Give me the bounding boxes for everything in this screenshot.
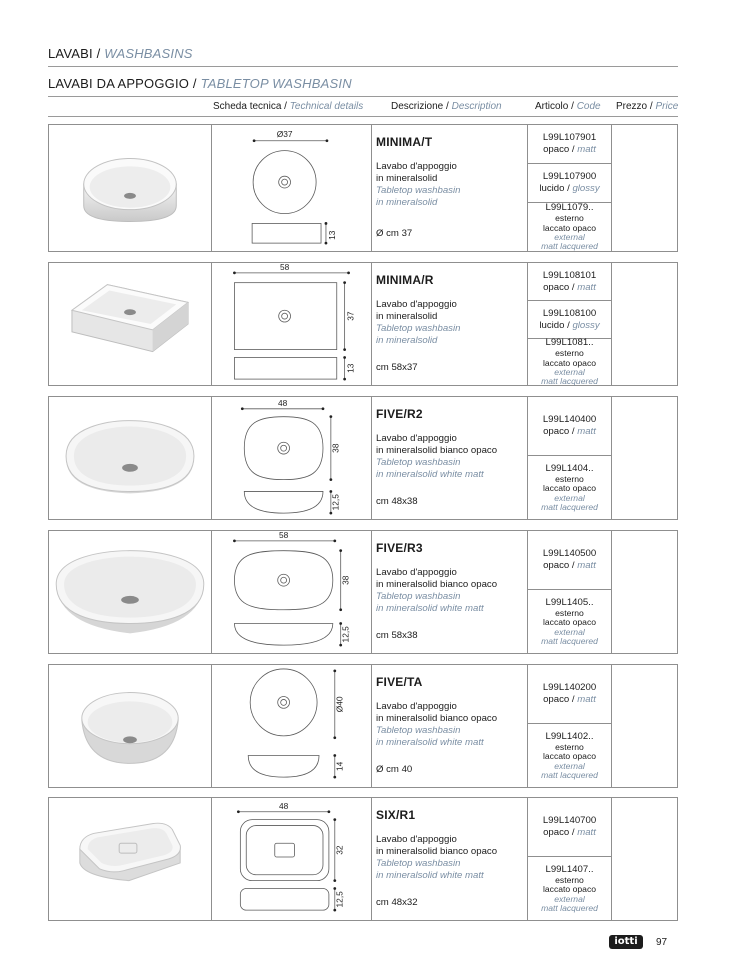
washbasin-photo xyxy=(49,798,211,920)
article-code: L99L1407.. xyxy=(545,863,594,875)
technical-drawing-svg xyxy=(212,531,371,653)
product-dimensions: cm 58x37 xyxy=(376,362,418,373)
column-header-tech: Scheda tecnica / Technical details xyxy=(213,101,364,112)
product-description xyxy=(371,397,527,519)
product-price xyxy=(611,665,677,787)
washbasin-photo xyxy=(49,531,211,653)
code-entry: L99L140500 opaco / matt xyxy=(542,548,597,571)
technical-drawing-svg xyxy=(212,665,371,787)
product-price xyxy=(611,125,677,251)
description-it: Lavabo d'appoggio in mineralsolid bianco opaco xyxy=(376,834,498,857)
product-description xyxy=(371,665,527,787)
product-name: MINIMA/R xyxy=(376,273,434,287)
code-entry: L99L140400 opaco / matt xyxy=(542,414,597,437)
product-photo xyxy=(49,665,211,787)
drawing-height-label: 12,5 xyxy=(334,891,345,908)
product-codes xyxy=(527,531,611,653)
subcategory-en: TABLETOP WASHBASIN xyxy=(200,76,352,91)
category-en: WASHBASINS xyxy=(104,46,193,61)
technical-drawing-svg xyxy=(212,125,371,251)
article-code: L99L140700 xyxy=(542,815,597,826)
drawing-height-label: 13 xyxy=(345,363,356,373)
code-entry: L99L1402.. esterno laccato opaco external matt lacquered xyxy=(528,723,611,787)
technical-drawing-svg xyxy=(212,397,371,519)
drawing-width-label: 58 xyxy=(279,263,290,272)
product-photo xyxy=(49,263,211,385)
article-code: L99L140400 xyxy=(542,414,597,425)
drawing-width-label: Ø37 xyxy=(276,128,293,139)
product-photo xyxy=(49,397,211,519)
subcategory-it: LAVABI DA APPOGGIO / xyxy=(48,76,197,91)
product-description xyxy=(371,798,527,920)
drawing-depth-label: 32 xyxy=(334,845,345,855)
product-row-five-r3 xyxy=(48,530,678,654)
code-entry: L99L1081.. esterno laccato opaco external matt lacquered xyxy=(528,338,611,385)
product-dimensions: Ø cm 40 xyxy=(376,764,413,775)
page-subcategory-title xyxy=(48,76,352,91)
article-code: L99L1079.. xyxy=(545,202,594,214)
column-header-price: Prezzo / Price xyxy=(616,101,679,112)
product-name: FIVE/TA xyxy=(376,675,423,689)
product-dimensions: cm 48x32 xyxy=(376,897,418,908)
washbasin-photo xyxy=(49,397,211,519)
description-en: Tabletop washbasin in mineralsolid white matt xyxy=(376,858,484,881)
product-price xyxy=(611,531,677,653)
drawing-depth-label: Ø40 xyxy=(334,696,345,713)
code-entry: L99L1404.. esterno laccato opaco external matt lacquered xyxy=(528,455,611,519)
code-entry: L99L140700 opaco / matt xyxy=(542,815,597,838)
article-code: L99L1404.. xyxy=(545,462,594,474)
column-header-desc: Descrizione / Description xyxy=(391,101,502,112)
drawing-depth-label: 38 xyxy=(330,443,341,453)
article-code: L99L1081.. xyxy=(545,337,594,349)
category-it: LAVABI / xyxy=(48,46,101,61)
code-entry: L99L108100 lucido / glossy xyxy=(528,300,611,338)
code-entry: L99L107900 lucido / glossy xyxy=(528,163,611,202)
product-photo xyxy=(49,798,211,920)
product-name: FIVE/R2 xyxy=(376,407,423,421)
product-photo xyxy=(49,125,211,251)
drawing-depth-label: 37 xyxy=(345,311,356,321)
product-dimensions: Ø cm 37 xyxy=(376,228,413,239)
technical-drawing xyxy=(211,665,371,787)
page-number: 97 xyxy=(656,937,668,948)
article-code: L99L108100 xyxy=(542,307,597,319)
description-en: Tabletop washbasin in mineralsolid white matt xyxy=(376,725,484,748)
code-entry: L99L108101 opaco / matt xyxy=(542,269,597,293)
product-codes xyxy=(527,397,611,519)
product-photo xyxy=(49,531,211,653)
drawing-height-label: 14 xyxy=(334,761,345,771)
brand-logo: iotti xyxy=(609,935,643,949)
code-entry: L99L140200 opaco / matt xyxy=(542,682,597,705)
article-code: L99L1402.. xyxy=(545,730,594,742)
description-it: Lavabo d'appoggio in mineralsolid xyxy=(376,161,457,184)
product-name: FIVE/R3 xyxy=(376,541,423,555)
technical-drawing xyxy=(211,531,371,653)
divider xyxy=(48,116,678,117)
divider xyxy=(48,66,678,67)
article-code: L99L107901 xyxy=(542,132,597,143)
technical-drawing-svg xyxy=(212,798,371,920)
technical-drawing xyxy=(211,125,371,251)
product-dimensions: cm 58x38 xyxy=(376,630,418,641)
washbasin-photo xyxy=(49,263,211,385)
column-header-code: Articolo / Code xyxy=(535,101,601,112)
product-codes xyxy=(527,125,611,251)
product-price xyxy=(611,798,677,920)
drawing-width-label: 58 xyxy=(278,531,289,540)
product-row-five-ta xyxy=(48,664,678,788)
product-price xyxy=(611,263,677,385)
drawing-height-label: 12,5 xyxy=(340,626,351,643)
product-name: MINIMA/T xyxy=(376,135,433,149)
description-it: Lavabo d'appoggio in mineralsolid bianco opaco xyxy=(376,567,498,590)
product-description xyxy=(371,263,527,385)
drawing-height-label: 12,5 xyxy=(330,494,341,511)
product-name: SIX/R1 xyxy=(376,808,416,822)
article-code: L99L140500 xyxy=(542,548,597,559)
product-description xyxy=(371,531,527,653)
technical-drawing-svg xyxy=(212,263,371,385)
code-entry: L99L1407.. esterno laccato opaco external matt lacquered xyxy=(528,856,611,920)
code-entry: L99L1405.. esterno laccato opaco external matt lacquered xyxy=(528,589,611,653)
product-codes xyxy=(527,665,611,787)
description-it: Lavabo d'appoggio in mineralsolid xyxy=(376,299,457,322)
technical-drawing xyxy=(211,263,371,385)
divider xyxy=(48,96,678,97)
washbasin-photo xyxy=(49,665,211,787)
product-dimensions: cm 48x38 xyxy=(376,496,418,507)
product-description xyxy=(371,125,527,251)
code-entry: L99L1079.. esterno laccato opaco external matt lacquered xyxy=(528,202,611,251)
page-category-title xyxy=(48,46,193,61)
description-it: Lavabo d'appoggio in mineralsolid bianco opaco xyxy=(376,433,498,456)
description-en: Tabletop washbasin in mineralsolid xyxy=(376,323,461,346)
code-entry: L99L107901 opaco / matt xyxy=(542,132,597,155)
technical-drawing xyxy=(211,798,371,920)
product-price xyxy=(611,397,677,519)
drawing-width-label: 48 xyxy=(277,397,288,408)
article-code: L99L107900 xyxy=(542,171,597,182)
article-code: L99L140200 xyxy=(542,682,597,693)
product-codes xyxy=(527,798,611,920)
product-row-six-r1 xyxy=(48,797,678,921)
drawing-width-label: 48 xyxy=(278,800,289,811)
technical-drawing xyxy=(211,397,371,519)
product-row-minima-r xyxy=(48,262,678,386)
product-codes xyxy=(527,263,611,385)
drawing-height-label: 13 xyxy=(326,230,337,240)
product-row-minima-t xyxy=(48,124,678,252)
article-code: L99L1405.. xyxy=(545,596,594,608)
description-en: Tabletop washbasin in mineralsolid white matt xyxy=(376,457,484,480)
article-code: L99L108101 xyxy=(542,269,597,281)
description-it: Lavabo d'appoggio in mineralsolid bianco opaco xyxy=(376,701,498,724)
drawing-depth-label: 38 xyxy=(340,575,351,585)
product-row-five-r2 xyxy=(48,396,678,520)
description-en: Tabletop washbasin in mineralsolid xyxy=(376,185,461,208)
description-en: Tabletop washbasin in mineralsolid white matt xyxy=(376,591,484,614)
washbasin-photo xyxy=(49,125,211,251)
